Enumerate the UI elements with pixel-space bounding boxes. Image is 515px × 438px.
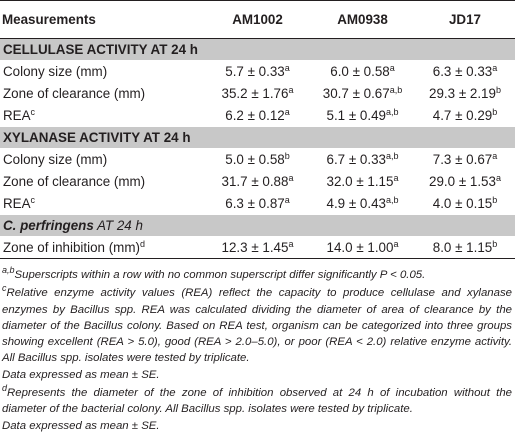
cell-value: $6.7 \pm 0.33^{a,b}$ [326,150,399,167]
cell-value: $4.9 \pm 0.43^{a,b}$ [326,194,399,211]
cell-value: 12.3 ± 1.45$^a$ [205,236,310,259]
section-title: CELLULASE ACTIVITY AT 24 h [0,39,515,61]
header-am1002: AM1002 [205,1,310,39]
cell-value: 32.0 ± 1.15$^a$ [326,172,399,189]
row-label: Zone of clearance (mm) [3,85,146,101]
footnote-d: $^d$Represents the diameter of the zone of inhibition observed at 24 h of incubation without the diameter of the bacterial colony. All Bacillus spp. isolates were tested by triplicate. Data expressed as mean ± SE. [2,383,512,432]
section-title: XYLANASE ACTIVITY AT 24 h [0,127,515,149]
row-label: Zone of inhibition (mm)$^d$ [0,236,205,259]
table-footnotes [2,267,512,434]
cell-value: $5.1 \pm 0.49^{a,b}$ [326,106,399,123]
cell-value: $30.7 \pm 0.67^{a,b}$ [322,84,403,101]
header-jd17: JD17 [415,1,515,39]
cell-value: 4.0 ± 0.15$^b$ [432,194,498,211]
row-label: REA$^c$ [3,194,36,211]
cell-value: 4.7 ± 0.29$^b$ [432,106,498,123]
row-label: Zone of clearance (mm) [3,173,146,189]
table-row [0,60,515,82]
footnote-c: $^c$Relative enzyme activity values (REA) reflect the capacity to produce cellulase and xylanase enzymes by Bacillus spp. REA was calculated dividing the diameter of area of clearance by the diameter of the Bacillus colony. Based on REA test, organism can be categorized into three groups showing excellent (REA > 5.0), good (REA > 2.0–5.0), or poor (REA < 2.0) relative enzyme activity. All Bacillus spp. isolates were tested by triplicate. Data expressed as mean ± SE. [2,283,512,381]
cell-value: 6.3 ± 0.33$^a$ [432,62,498,79]
section-title: C. perfringens AT 24 h [0,215,515,237]
cell-value: 5.7 ± 0.33$^a$ [225,62,290,79]
cell-value: 29.3 ± 2.19$^b$ [429,84,501,101]
cell-value: 31.7 ± 0.88$^a$ [221,172,294,189]
footnote-ab: $^{a,b}$Superscripts within a row with no common superscript differ significantly P < 0.05. [2,265,426,281]
section-header-cellulase [0,39,515,61]
row-label: Colony size (mm) [3,63,108,79]
cell-value: 8.0 ± 1.15$^b$ [415,236,515,259]
table-row [0,192,515,215]
cell-value: 6.3 ± 0.87$^a$ [225,194,290,211]
header-row [0,1,515,39]
cell-value: 6.2 ± 0.12$^a$ [225,106,290,123]
table-row [0,170,515,192]
row-label: Colony size (mm) [3,151,108,167]
cell-value: 6.0 ± 0.58$^a$ [330,62,395,79]
table-row [0,82,515,104]
header-am0938: AM0938 [310,1,415,39]
row-label: REA$^c$ [3,106,36,123]
section-header-xylanase [0,127,515,149]
cell-value: 14.0 ± 1.00$^a$ [310,236,415,259]
cell-value: 29.0 ± 1.53$^a$ [429,172,501,189]
cell-value: 5.0 ± 0.58$^b$ [225,150,290,167]
header-measurements: Measurements [0,1,205,39]
table-row [0,104,515,127]
table-row [0,148,515,170]
cell-value: 35.2 ± 1.76$^a$ [221,84,294,101]
cell-value: 7.3 ± 0.67$^a$ [432,150,498,167]
section-header-c-perfringens [0,215,515,237]
table-row [0,236,515,259]
